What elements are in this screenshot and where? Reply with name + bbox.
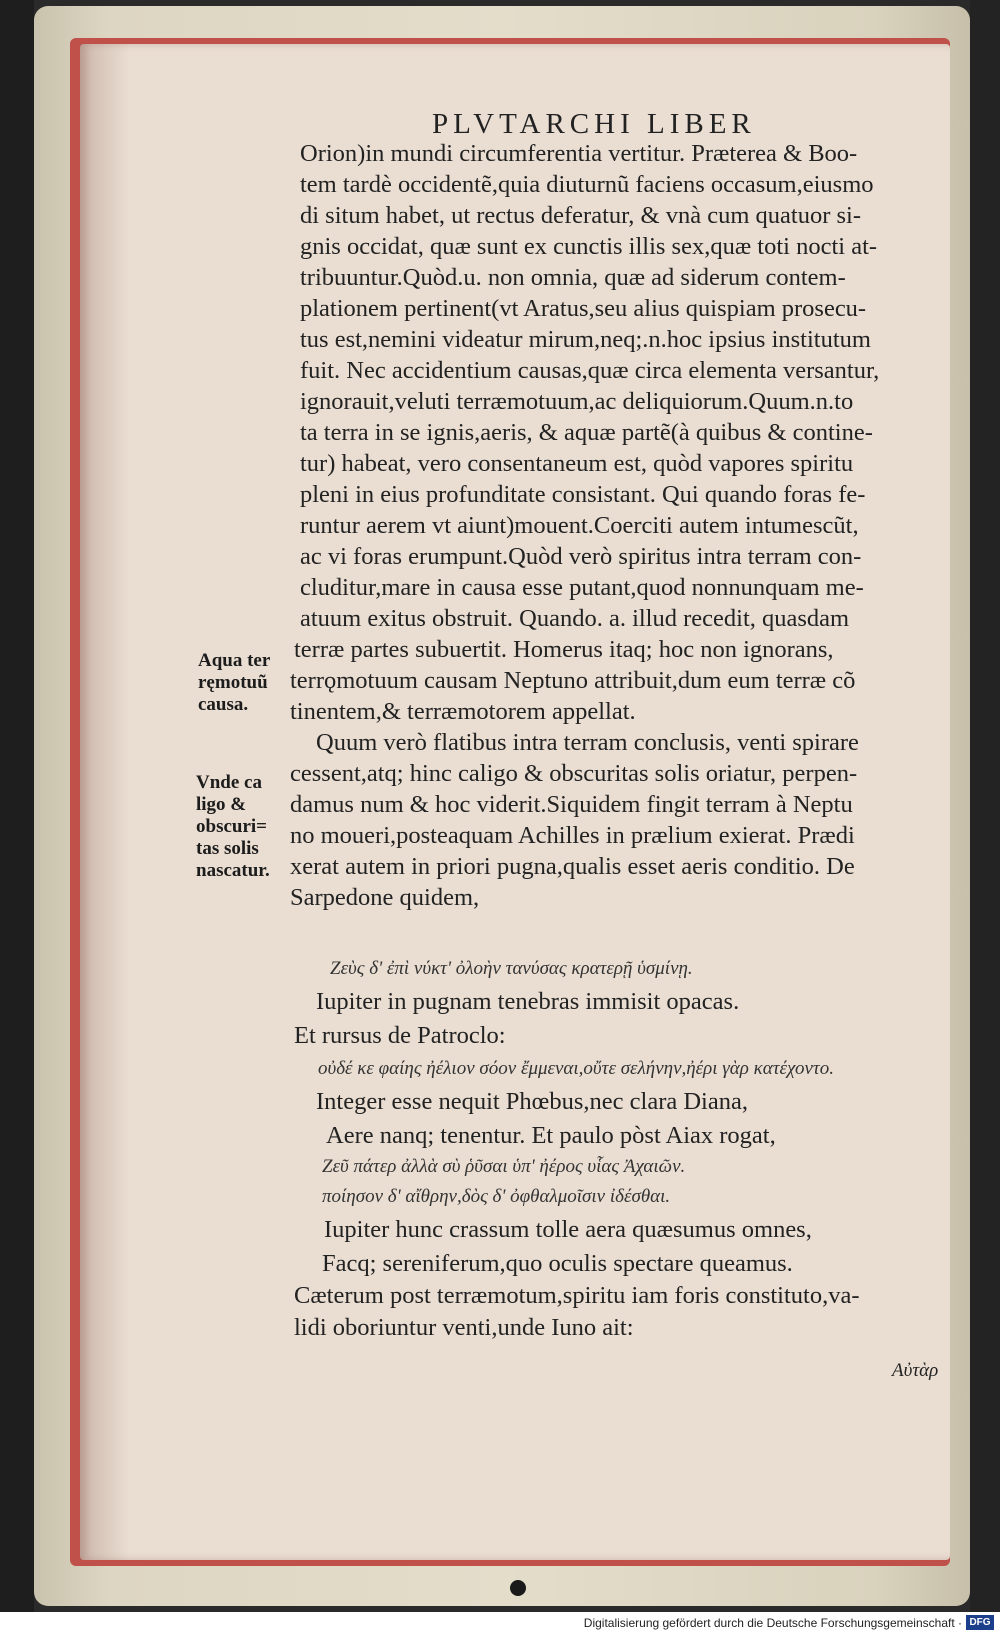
- text-line: terræ partes subuertit. Homerus itaq; hoc non ignorans,: [294, 636, 834, 663]
- greek-verse: Ζεῦ πάτερ ἀλλὰ σὺ ῥῦσαι ὑπ' ἠέρος υἷας Ἀχαιῶν.: [322, 1156, 686, 1177]
- dfg-logo: DFG: [966, 1615, 994, 1630]
- margin-note-line: tas solis: [196, 838, 259, 859]
- text-line: tur) habeat, vero consentaneum est, quòd vapores spiritu: [300, 450, 854, 477]
- text-line: no moueri,posteaquam Achilles in prælium exierat. Prædi: [290, 822, 855, 849]
- text-line: Cæterum post terræmotum,spiritu iam foris constituto,va-: [294, 1282, 860, 1309]
- catchword: Αὐτὰρ: [892, 1360, 939, 1381]
- text-line: Sarpedone quidem,: [290, 884, 480, 911]
- text-line: Quum verò flatibus intra terram conclusis, venti spirare: [316, 729, 859, 756]
- text-line: ac vi foras erumpunt.Quòd verò spiritus intra terram con-: [300, 543, 862, 570]
- text-line: damus num & hoc viderit.Siquidem fingit terram à Neptu: [290, 791, 853, 818]
- margin-note-line: Aqua ter: [198, 650, 271, 671]
- margin-note-line: causa.: [198, 694, 249, 715]
- latin-verse: Iupiter in pugnam tenebras immisit opacas.: [316, 988, 740, 1015]
- text-line: gnis occidat, quæ sunt ex cunctis illis sex,quæ toti nocti at-: [300, 233, 878, 260]
- text-line: pleni in eius profunditate consistant. Qui quando foras fe-: [300, 481, 866, 508]
- margin-note-line: Vnde ca: [196, 772, 262, 793]
- text-line: atuum exitus obstruit. Quando. a. illud recedit, quasdam: [300, 605, 850, 632]
- binding-hole: [510, 1580, 526, 1596]
- footer-bar: [0, 1612, 1000, 1635]
- text-line: Orion)in mundi circumferentia vertitur. Præterea & Boo-: [300, 140, 858, 167]
- running-head: PLVTARCHI LIBER: [432, 108, 756, 140]
- scan-background-left: [0, 0, 34, 1635]
- scan-background-right: [970, 0, 1000, 1635]
- text-line: xerat autem in priori pugna,qualis esset aeris conditio. De: [290, 853, 855, 880]
- greek-verse: Ζεὺς δ' ἐπὶ νύκτ' ὀλοὴν τανύσας κρατερῇ ὑσμίνῃ.: [330, 958, 693, 979]
- text-line: tus est,nemini videatur mirum,neq;.n.hoc ipsius institutum: [300, 326, 871, 353]
- text-line: tem tardè occidentẽ,quia diuturnũ faciens occasum,eiusmo: [300, 171, 874, 198]
- margin-note-darkness-cause: [196, 772, 270, 882]
- latin-verse: Iupiter hunc crassum tolle aera quæsumus omnes,: [324, 1216, 812, 1243]
- greek-verse: οὐδέ κε φαίης ἠέλιον σόον ἔμμεναι,οὔτε σελήνην,ἠέρι γὰρ κατέχοντο.: [318, 1058, 834, 1079]
- margin-note-line: ligo &: [196, 794, 247, 815]
- margin-note-earthquake-cause: [198, 650, 270, 716]
- margin-note-line: nascatur.: [196, 860, 270, 881]
- margin-note-line: obscuri=: [196, 816, 267, 837]
- text-line: plationem pertinent(vt Aratus,seu alius quispiam prosecu-: [300, 295, 867, 322]
- text-line: tinentem,& terræmotorem appellat.: [290, 698, 636, 725]
- text-line: cluditur,mare in causa esse putant,quod nonnunquam me-: [300, 574, 864, 601]
- latin-verse: Integer esse nequit Phœbus,nec clara Diana,: [316, 1088, 748, 1115]
- text-line: runtur aerem vt aiunt)mouent.Coerciti autem intumescũt,: [300, 512, 859, 539]
- latin-verse: Aere nanq; tenentur. Et paulo pòst Aiax rogat,: [326, 1122, 776, 1149]
- verse-intro: Et rursus de Patroclo:: [294, 1022, 506, 1049]
- text-line: terrǫmotuum causam Neptuno attribuit,dum eum terræ cõ: [290, 667, 856, 694]
- margin-note-line: ręmotuũ: [198, 672, 268, 693]
- text-line: tribuuntur.Quòd.u. non omnia, quæ ad siderum contem-: [300, 264, 846, 291]
- text-line: ta terra in se ignis,aeris, & aquæ partẽ(à quibus & contine-: [300, 419, 873, 446]
- latin-verse: Facq; sereniferum,quo oculis spectare queamus.: [322, 1250, 793, 1277]
- text-line: cessent,atq; hinc caligo & obscuritas solis oriatur, perpen-: [290, 760, 858, 787]
- text-line: fuit. Nec accidentium causas,quæ circa elementa versantur,: [300, 357, 880, 384]
- text-line: di situm habet, ut rectus deferatur, & vnà cum quatuor si-: [300, 202, 861, 229]
- text-line: ignorauit,veluti terræmotuum,ac deliquiorum.Quum.n.to: [300, 388, 854, 415]
- greek-verse: ποίησον δ' αἴθρην,δὸς δ' ὀφθαλμοῖσιν ἰδέσθαι.: [322, 1186, 671, 1207]
- text-line: lidi oboriuntur venti,unde Iuno ait:: [294, 1314, 634, 1341]
- digitization-credit: Digitalisierung gefördert durch die Deutsche Forschungsgemeinschaft ·: [583, 1616, 962, 1630]
